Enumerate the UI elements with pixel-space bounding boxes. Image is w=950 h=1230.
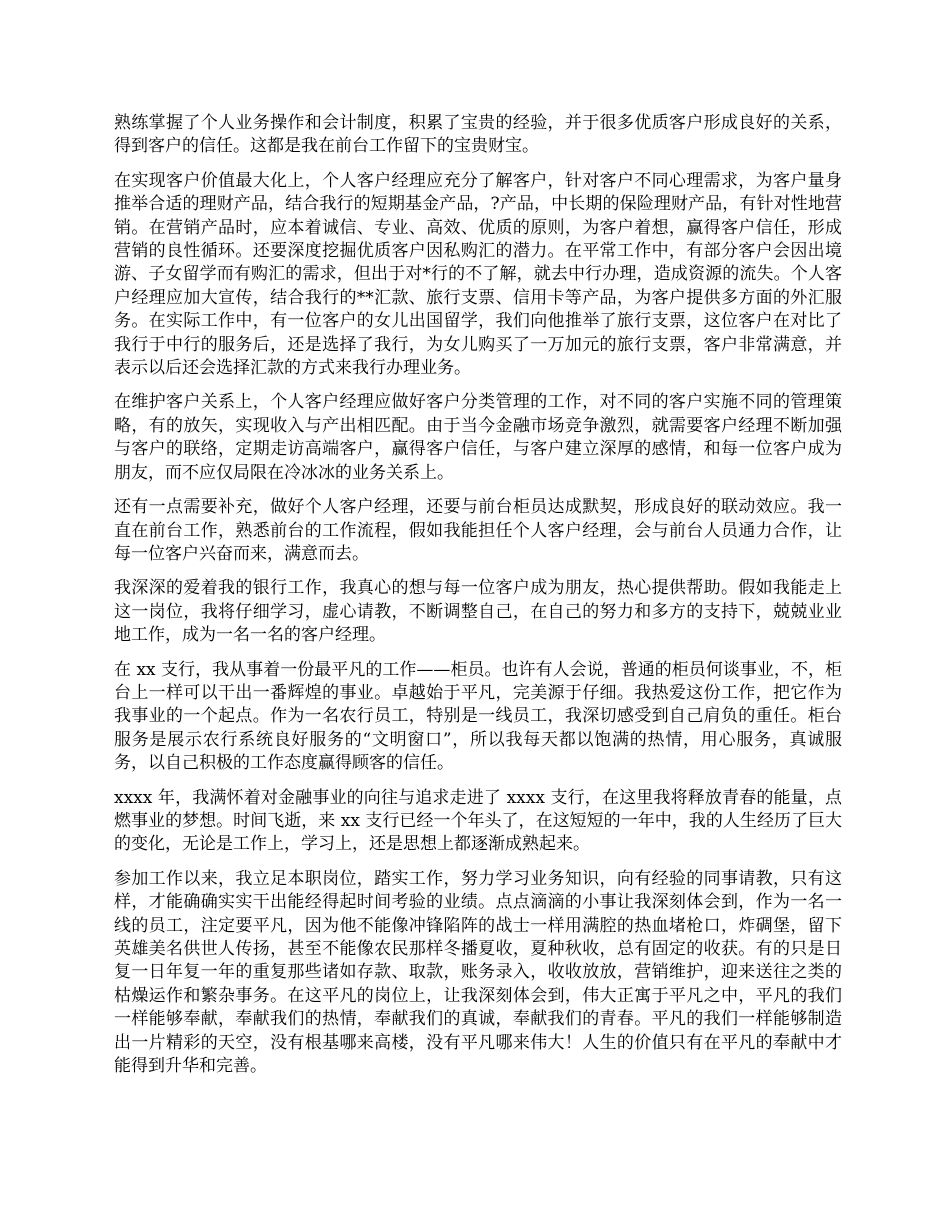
paragraph-2: 在实现客户价值最大化上，个人客户经理应充分了解客户，针对客户不同心理需求，为客户量身推举合适的理财产品，结合我行的短期基金产品，?产品，中长期的保险理财产品，有针对性地营销。在营销产品时，应本着诚信、专业、高效、优质的原则，为客户着想，赢得客户信任，形成营销的良性循环。还要深度挖掘优质客户因私购汇的潜力。在平常工作中，有部分客户会因出境游、子女留学而有购汇的需求，但出于对*行的不了解，就去中行办理，造成资源的流失。个人客户经理应加大宣传，结合我行的**汇款、旅行支票、信用卡等产品，为客户提供多方面的外汇服务。在实际工作中，有一位客户的女儿出国留学，我们向他推举了旅行支票，这位客户在对比了我行于中行的服务后，还是选择了我行，为女儿购买了一万加元的旅行支票，客户非常满意，并表示以后还会选择汇款的方式来我行办理业务。 xyxy=(114,170,842,379)
paragraph-5: 我深深的爱着我的银行工作，我真心的想与每一位客户成为朋友，热心提供帮助。假如我能走上这一岗位，我将仔细学习，虚心请教，不断调整自己，在自己的努力和多方的支持下，兢兢业业地工作，成为一名一名的客户经理。 xyxy=(114,578,842,646)
paragraph-3: 在维护客户关系上，个人客户经理应做好客户分类管理的工作，对不同的客户实施不同的管理策略，有的放矢，实现收入与产出相匹配。由于当今金融市场竞争激烈，就需要客户经理不断加强与客户的联络，定期走访高端客户，赢得客户信任，与客户建立深厚的感情，和每一位客户成为朋友，而不应仅局限在冷冰冰的业务关系上。 xyxy=(114,392,842,483)
document-body xyxy=(114,112,842,1089)
paragraph-1: 熟练掌握了个人业务操作和会计制度，积累了宝贵的经验，并于很多优质客户形成良好的关系，得到客户的信任。这都是我在前台工作留下的宝贵财宝。 xyxy=(114,113,842,157)
paragraph-8: 参加工作以来，我立足本职岗位，踏实工作，努力学习业务知识，向有经验的同事请教，只有这样，才能确确实实干出能经得起时间考验的业绩。点点滴滴的小事让我深刻体会到，作为一名一线的员工，注定要平凡，因为他不能像冲锋陷阵的战士一样用满腔的热血堵枪口，炸碉堡，留下英雄美名供世人传扬，甚至不能像农民那样冬播夏收，夏种秋收，总有固定的收获。有的只是日复一日年复一年的重复那些诸如存款、取款，账务录入，收收放放，营销维护，迎来送往之类的枯燥运作和繁杂事务。在这平凡的岗位上，让我深刻体会到，伟大正寓于平凡之中，平凡的我们一样能够奉献，奉献我们的热情，奉献我们的真诚，奉献我们的青春。平凡的我们一样能够制造出一片精彩的天空，没有根基哪来高楼，没有平凡哪来伟大！人生的价值只有在平凡的奉献中才能得到升华和完善。 xyxy=(114,868,842,1077)
paragraph-6: 在 xx 支行，我从事着一份最平凡的工作——柜员。也许有人会说，普通的柜员何谈事业，不，柜台上一样可以干出一番辉煌的事业。卓越始于平凡，完美源于仔细。我热爱这份工作，把它作为我事业的一个起点。作为一名农行员工，特别是一线员工，我深切感受到自己肩负的重任。柜台服务是展示农行系统良好服务的“文明窗口”，所以我每天都以饱满的热情，用心服务，真诚服务，以自己积极的工作态度赢得顾客的信任。 xyxy=(114,659,842,774)
paragraph-7: xxxx 年，我满怀着对金融事业的向往与追求走进了 xxxx 支行，在这里我将释放青春的能量，点燃事业的梦想。时间飞逝，来 xx 支行已经一个年头了，在这短短的一年中，我的人生经历了巨大的变化，无论是工作上，学习上，还是思想上都逐渐成熟起来。 xyxy=(114,787,842,855)
paragraph-4: 还有一点需要补充，做好个人客户经理，还要与前台柜员达成默契，形成良好的联动效应。我一直在前台工作，熟悉前台的工作流程，假如我能担任个人客户经理，会与前台人员通力合作，让每一位客户兴奋而来，满意而去。 xyxy=(114,497,842,564)
